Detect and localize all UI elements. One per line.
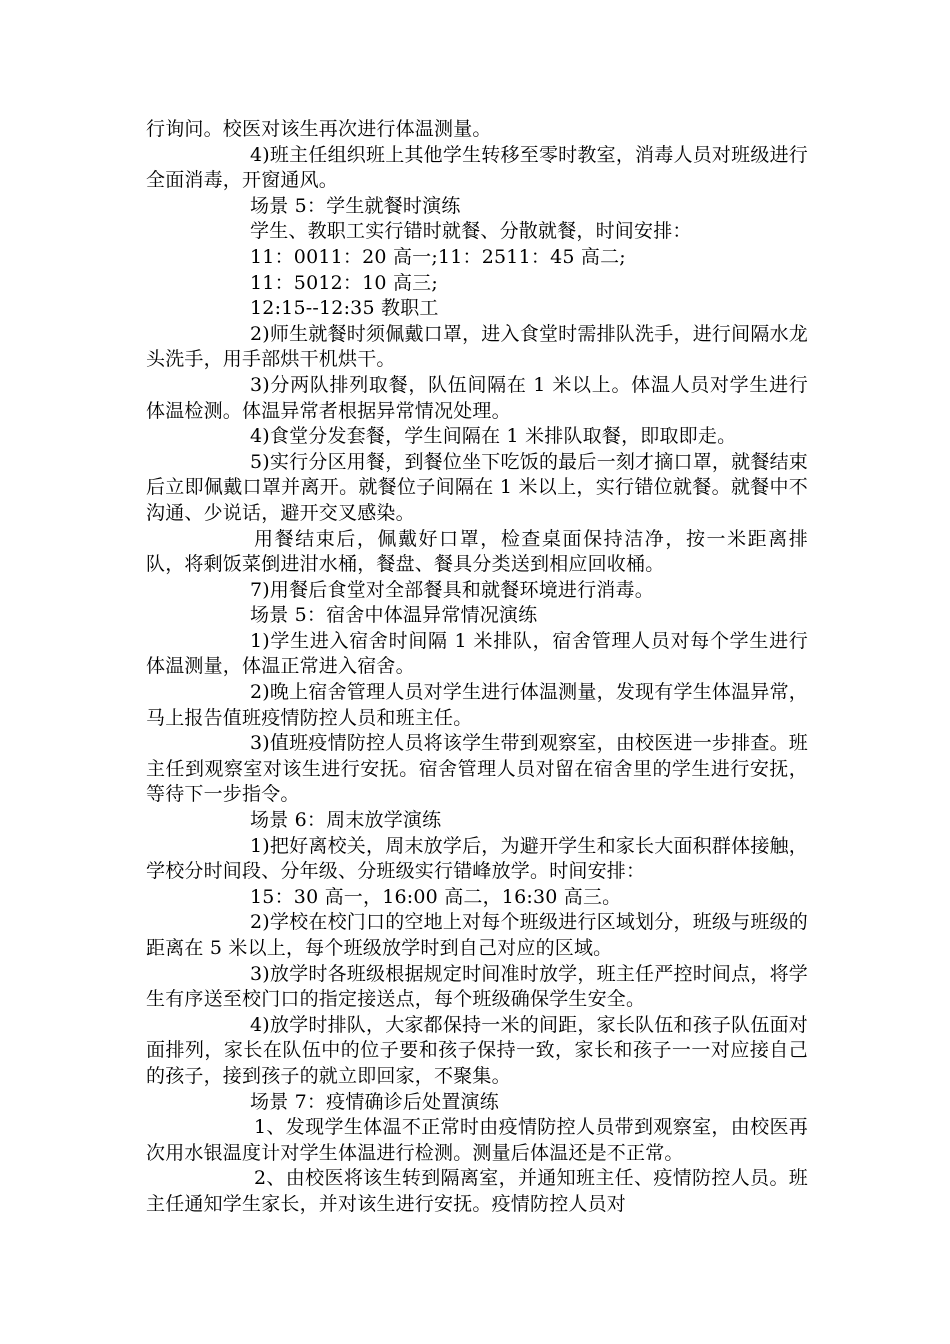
paragraph-item: 3)值班疫情防控人员将该学生带到观察室，由校医进一步排查。班主任到观察室对该生进行安抚。宿舍管理人员对留在宿舍里的学生进行安抚，等待下一步指令。 <box>146 732 808 806</box>
paragraph-item: 1)学生进入宿舍时间隔 1 米排队，宿舍管理人员对每个学生进行体温测量，体温正常进入宿舍。 <box>146 629 808 678</box>
scene-heading: 场景 6：周末放学演练 <box>250 809 442 832</box>
document-body <box>146 117 808 1218</box>
schedule-line: 11：0011：20 高一;11：2511：45 高二; <box>250 245 626 268</box>
paragraph-item: 7)用餐后食堂对全部餐具和就餐环境进行消毒。 <box>250 578 654 601</box>
paragraph-item: 4)放学时排队，大家都保持一米的间距，家长队伍和孩子队伍面对面排列，家长在队伍中的位子要和孩子保持一致，家长和孩子一一对应接自己的孩子，接到孩子的就立即回家，不聚集。 <box>146 1013 808 1087</box>
paragraph-item: 用餐结束后，佩戴好口罩，检查桌面保持洁净，按一米距离排队，将剩饭菜倒进泔水桶，餐盘、餐具分类送到相应回收桶。 <box>146 527 808 576</box>
paragraph-item: 学生、教职工实行错时就餐、分散就餐，时间安排： <box>250 220 692 243</box>
paragraph-item: 3)分两队排列取餐，队伍间隔在 1 米以上。体温人员对学生进行体温检测。体温异常者根据异常情况处理。 <box>146 373 808 422</box>
paragraph-continuation: 行询问。校医对该生再次进行体温测量。 <box>146 118 492 140</box>
scene-heading: 场景 5：学生就餐时演练 <box>250 194 461 217</box>
paragraph-item: 1、发现学生体温不正常时由疫情防控人员带到观察室，由校医再次用水银温度计对学生体温进行检测。测量后体温还是不正常。 <box>146 1116 808 1164</box>
paragraph-item: 1)把好离校关，周末放学后，为避开学生和家长大面积群体接触，学校分时间段、分年级、分班级实行错峰放学。时间安排： <box>146 834 808 883</box>
schedule-line: 12:15--12:35 教职工 <box>250 297 439 320</box>
paragraph-item: 4)班主任组织班上其他学生转移至零时教室，消毒人员对班级进行全面消毒，开窗通风。 <box>146 143 808 192</box>
schedule-line: 15：30 高一，16:00 高二，16:30 高三。 <box>250 885 622 908</box>
paragraph-item: 2)学校在校门口的空地上对每个班级进行区域划分，班级与班级的距离在 5 米以上，每个班级放学时到自己对应的区域。 <box>146 911 808 959</box>
paragraph-item: 2)师生就餐时须佩戴口罩，进入食堂时需排队洗手，进行间隔水龙头洗手，用手部烘干机烘干。 <box>146 322 808 371</box>
scene-heading: 场景 5：宿舍中体温异常情况演练 <box>250 604 538 627</box>
paragraph-item: 5)实行分区用餐，到餐位坐下吃饭的最后一刻才摘口罩，就餐结束后立即佩戴口罩并离开。就餐位子间隔在 1 米以上，实行错位就餐。就餐中不沟通、少说话，避开交叉感染。 <box>146 450 808 524</box>
paragraph-item: 3)放学时各班级根据规定时间准时放学，班主任严控时间点，将学生有序送至校门口的指定接送点，每个班级确保学生安全。 <box>146 962 808 1011</box>
scene-heading: 场景 7：疫情确诊后处置演练 <box>250 1090 499 1113</box>
schedule-line: 11：5012：10 高三; <box>250 271 438 294</box>
paragraph-item: 4)食堂分发套餐，学生间隔在 1 米排队取餐，即取即走。 <box>250 425 737 448</box>
paragraph-item: 2)晚上宿舍管理人员对学生进行体温测量，发现有学生体温异常，马上报告值班疫情防控人员和班主任。 <box>146 681 808 729</box>
paragraph-item: 2、由校医将该生转到隔离室，并通知班主任、疫情防控人员。班主任通知学生家长，并对该生进行安抚。疫情防控人员对 <box>146 1167 808 1215</box>
